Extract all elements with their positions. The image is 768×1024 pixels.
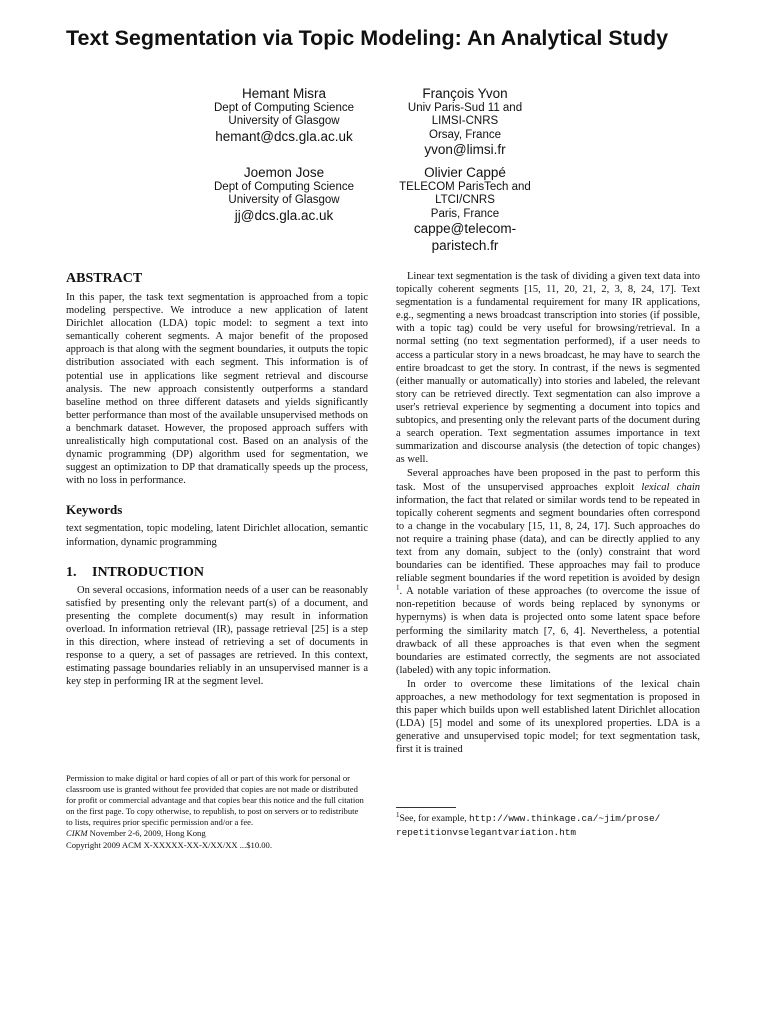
- text-span: information, the fact that related or similar words tend to be repeated in topically coherent segments and segment boundaries often correspond to a change in the vocabulary [15, 11, 8, 24, 17]. Such approaches do not require a training phase (data), and can be directly applied to any text from any domain, subject to the (only) constraint that word boundaries can be identified. These approaches may fail to produce reliable segment boundaries if the word repetition is avoided by design: [396, 494, 700, 585]
- author-affiliation-line: Paris, France: [430, 207, 500, 220]
- footnote-rule: [396, 807, 456, 808]
- keywords-heading: Keywords: [66, 502, 123, 518]
- author-email: paristech.fr: [431, 237, 499, 253]
- author-affiliation-line: LTCI/CNRS: [435, 194, 495, 207]
- author-affiliation-line: Dept of Computing Science: [214, 181, 354, 193]
- keywords-text: text segmentation, topic modeling, latent Dirichlet allocation, semantic information, dynamic programming: [66, 523, 368, 548]
- footnote-text: See, for example,: [399, 813, 470, 824]
- author-affiliation-line: University of Glasgow: [228, 115, 340, 128]
- right-column: [396, 270, 700, 756]
- author-name: Joemon Jose: [243, 165, 325, 180]
- left-column: [66, 270, 368, 688]
- text-span: Several approaches have been proposed in the past to perform this task. Most of the unsupervised approaches exploit: [396, 468, 700, 493]
- abstract-heading: ABSTRACT: [66, 271, 143, 286]
- footnote-mark: 1: [396, 810, 400, 819]
- intro-paragraph: On several occasions, information needs of a user can be reasonably satisfied by presenting only the relevant part(s) of a document, and presenting the complete document(s) may result in information overload. In information retrieval (IR), passage retrieval [25] is a step in this direction, where instead of retrieving a set of documents in response to a query, a set of passages are retrieved. In this context, estimating passage boundaries reliably in an unsupervised manner is a key step in performing IR at the segment level.: [66, 584, 368, 688]
- author-name: Olivier Cappé: [424, 165, 506, 180]
- author-email: cappe@telecom-: [413, 221, 517, 237]
- emphasis: lexical chain: [641, 481, 701, 493]
- author-affiliation-line: Orsay, France: [429, 128, 501, 141]
- author-block-yvon: [375, 85, 555, 159]
- author-block-jose: [184, 164, 384, 224]
- permission-notice: [66, 773, 366, 851]
- introduction-heading: [66, 564, 368, 581]
- venue-details: November 2-6, 2009, Hong Kong: [87, 828, 206, 839]
- footnote-url[interactable]: repetitionvselegantvariation.htm: [396, 827, 577, 838]
- author-affiliation-line: LIMSI-CNRS: [431, 115, 499, 128]
- author-affiliation-line: Univ Paris-Sud 11 and: [407, 102, 523, 114]
- venue-line: [66, 828, 366, 839]
- section-title: INTRODUCTION: [92, 564, 205, 580]
- author-affiliation-line: Dept of Computing Science: [214, 102, 354, 114]
- text-span: . A notable variation of these approaches (to overcome the issue of non-repetition because of words being replaced by synonyms or hypernyms) is when data is projected onto some latent space before performing the similarity match [7, 6, 4]. Nevertheless, a potential drawback of all these approaches is that even when the segment boundaries are estimated correctly, the segments are not associated (labeled) with any topic information.: [396, 586, 700, 676]
- author-name: François Yvon: [422, 86, 508, 101]
- author-block-cappe: [375, 164, 555, 254]
- footnote-ref: 1: [396, 583, 400, 592]
- footnote-url[interactable]: http://www.thinkage.ca/~jim/prose/: [469, 813, 661, 824]
- copyright-line: Copyright 2009 ACM X-XXXXX-XX-X/XX/XX ...$10.00.: [66, 839, 273, 850]
- author-email: jj@dcs.gla.ac.uk: [234, 207, 334, 223]
- body-paragraph: Linear text segmentation is the task of dividing a given text data into topically coherent segments [15, 11, 20, 21, 2, 3, 8, 24, 17]. Text segmentation is a fundamental requirement for many IR applications, e.g., segmenting a news broadcast transcription into stories (if possible, with a topic tag) could be very useful for browsing/retrieval. In a normal setting (no text segmentation performed), if a user needs to access a particular story in a news broadcast, he may have to search the entire broadcast to get the story. In contrast, if the news is segmented (either manually or automatically) into stories and labeled, the relevant story can be retrieved directly. Text segmentation can also improve a user's retrieval experience by segmenting a document into topics and subtopics, and presenting only the relevant parts of the document during a search operation. Text segmentation assumes importance in text summarization and discourse analysis (the detection of topic changes) as well.: [396, 271, 700, 466]
- author-affiliation-line: TELECOM ParisTech and: [399, 181, 531, 193]
- section-number: 1.: [66, 564, 77, 580]
- abstract-text: In this paper, the task text segmentation is approached from a topic modeling perspective. We introduce a new application of latent Dirichlet allocation (LDA) topic model: to segment a text into semantically coherent segments. A major benefit of the proposed approach is that along with the segment boundaries, it outputs the topic distribution associated with each segment. This information is of potential use in applications like segment retrieval and discourse analysis. The new approach consistently outperforms a standard baseline method on three different datasets and yields significantly better performance than most of the available unsupervised methods on a benchmark dataset. However, the proposed approach suffers with unrealistically high computational cost. Based on an analysis of the dynamic programming (DP) algorithm used for segmentation, we suggest an optimization to DP that dramatically speeds up the process, with no loss in performance.: [66, 292, 368, 487]
- permission-text: Permission to make digital or hard copies of all or part of this work for personal or classroom use is granted without fee provided that copies are not made or distributed for profit or commercial advantage and that copies bear this notice and the full citation on the first page. To copy otherwise, to republish, to post on servers or to redistribute to lists, requires prior specific permission and/or a fee.: [66, 773, 364, 828]
- body-paragraph: [396, 467, 700, 677]
- author-email: yvon@limsi.fr: [424, 142, 506, 158]
- author-affiliation-line: University of Glasgow: [228, 194, 340, 207]
- paper-title: Text Segmentation via Topic Modeling: An Analytical Study: [66, 26, 669, 50]
- author-block-misra: [184, 85, 384, 145]
- footnote: [396, 812, 700, 840]
- author-email: hemant@dcs.gla.ac.uk: [215, 128, 353, 144]
- body-paragraph: In order to overcome these limitations of the lexical chain approaches, a new methodology for text segmentation is proposed in this paper which builds upon well established latent Dirichlet allocation (LDA) [5] model and some of its unexplored properties. LDA is a generative and unsupervised topic model; for text segmentation task, first it is trained: [396, 678, 700, 756]
- author-name: Hemant Misra: [241, 86, 327, 101]
- venue-name: CIKM: [66, 828, 88, 839]
